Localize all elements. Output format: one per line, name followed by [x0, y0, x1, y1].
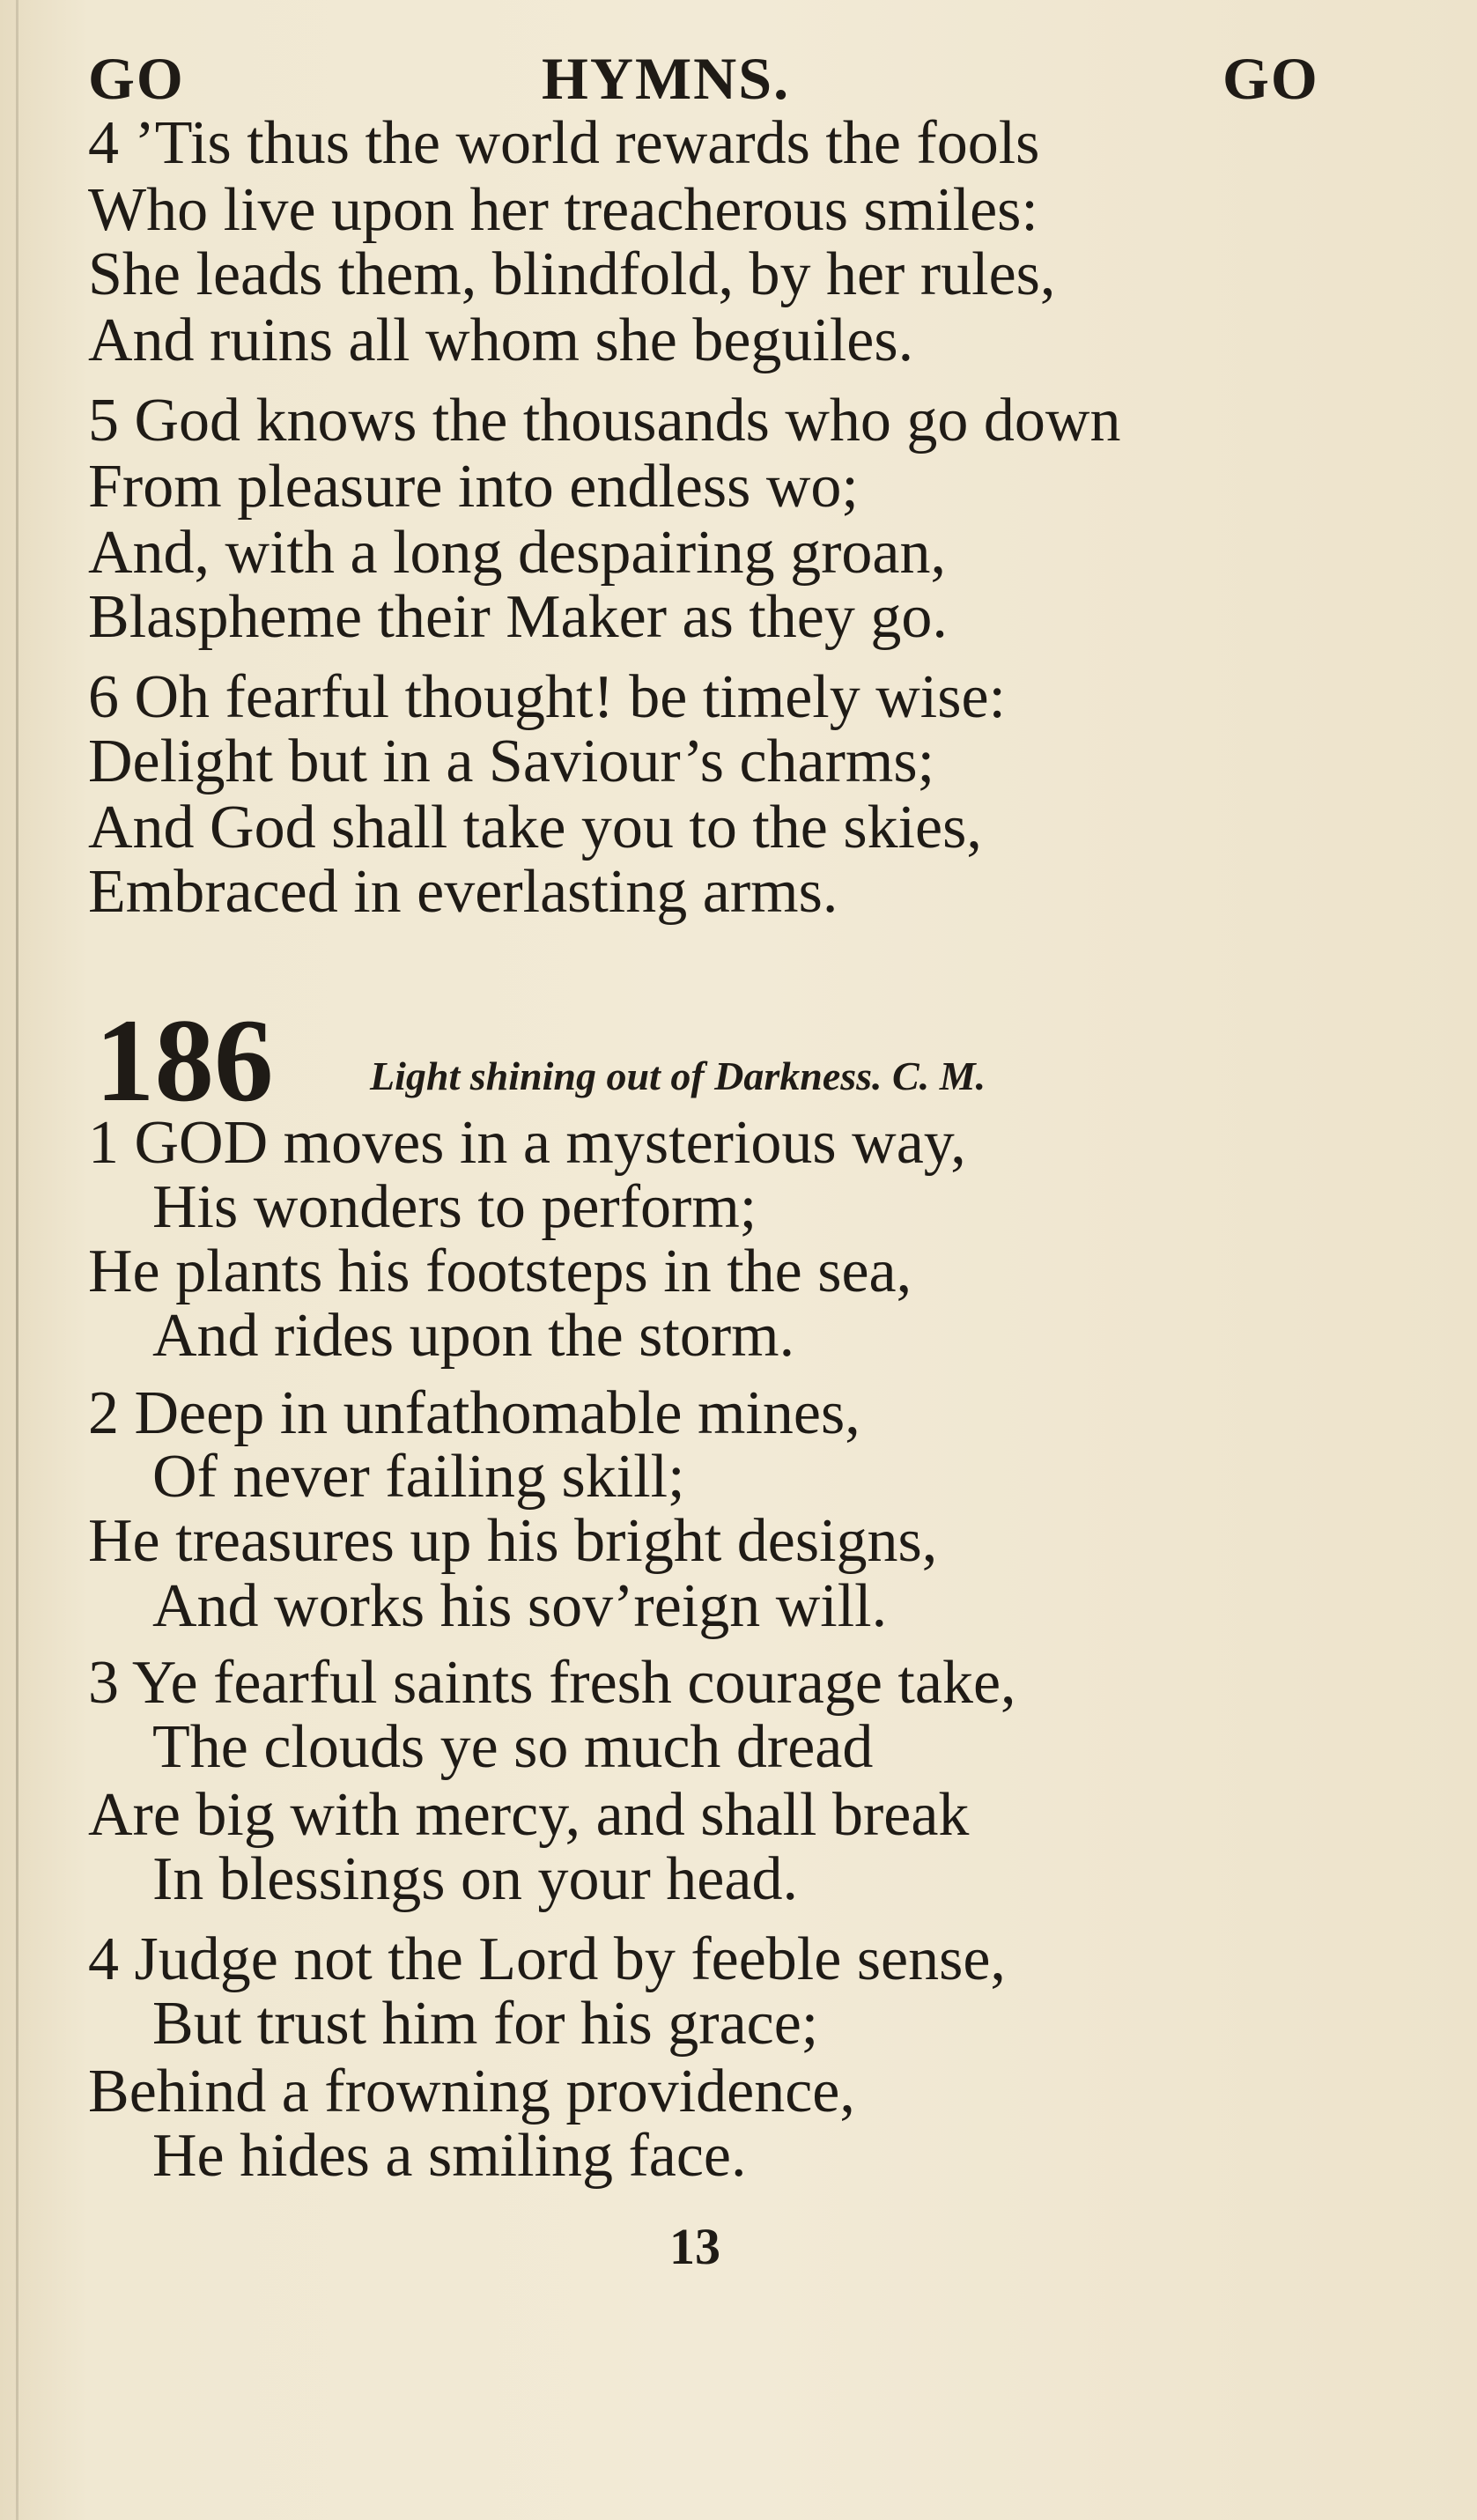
verse-line: The clouds ye so much dread [152, 1713, 874, 1781]
verse-line: He treasures up his bright designs, [88, 1507, 938, 1575]
verse-line: Delight but in a Saviour’s charms; [88, 728, 935, 795]
verse-line: She leads them, blindfold, by her rules, [88, 240, 1056, 308]
verse-line: His wonders to perform; [152, 1173, 757, 1241]
hymn-number: 186 [95, 995, 274, 1127]
verse-line: And works his sov’reign will. [152, 1572, 888, 1640]
verse-line: 1 GOD moves in a mysterious way, [88, 1109, 966, 1177]
verse-line: In blessings on your head. [152, 1845, 798, 1913]
header-left: GO [88, 45, 185, 112]
page-edge [16, 0, 18, 2520]
verse-line: He hides a smiling face. [152, 2122, 747, 2190]
verse-line: Are big with mercy, and shall break [88, 1781, 970, 1849]
verse-line: He plants his footsteps in the sea, [88, 1238, 912, 1305]
verse-line: And ruins all whom she beguiles. [88, 307, 914, 374]
page-number: 13 [669, 2218, 720, 2275]
verse-line: But trust him for his grace; [152, 1990, 819, 2058]
verse-line: Who live upon her treacherous smiles: [88, 176, 1038, 244]
hymn-title: Light shining out of Darkness. C. M. [370, 1053, 986, 1098]
verse-line: And rides upon the storm. [152, 1302, 795, 1370]
verse-line: From pleasure into endless wo; [88, 453, 859, 521]
verse-line: 5 God knows the thousands who go down [88, 387, 1121, 454]
verse-line: 2 Deep in unfathomable mines, [88, 1379, 860, 1447]
verse-line: 3 Ye fearful saints fresh courage take, [88, 1649, 1016, 1717]
verse-line: 4 Judge not the Lord by feeble sense, [88, 1925, 1006, 1993]
verse-line: 4 ’Tis thus the world rewards the fools [88, 109, 1040, 177]
verse-line: And God shall take you to the skies, [88, 794, 982, 861]
verse-line: And, with a long despairing groan, [88, 519, 946, 587]
header-right: GO [1222, 45, 1319, 112]
verse-line: Of never failing skill; [152, 1443, 685, 1511]
header-title: HYMNS. [542, 45, 791, 112]
verse-line: Behind a frowning providence, [88, 2058, 855, 2125]
verse-line: Embraced in everlasting arms. [88, 858, 838, 926]
verse-line: Blaspheme their Maker as they go. [88, 583, 948, 651]
verse-line: 6 Oh fearful thought! be timely wise: [88, 663, 1006, 731]
